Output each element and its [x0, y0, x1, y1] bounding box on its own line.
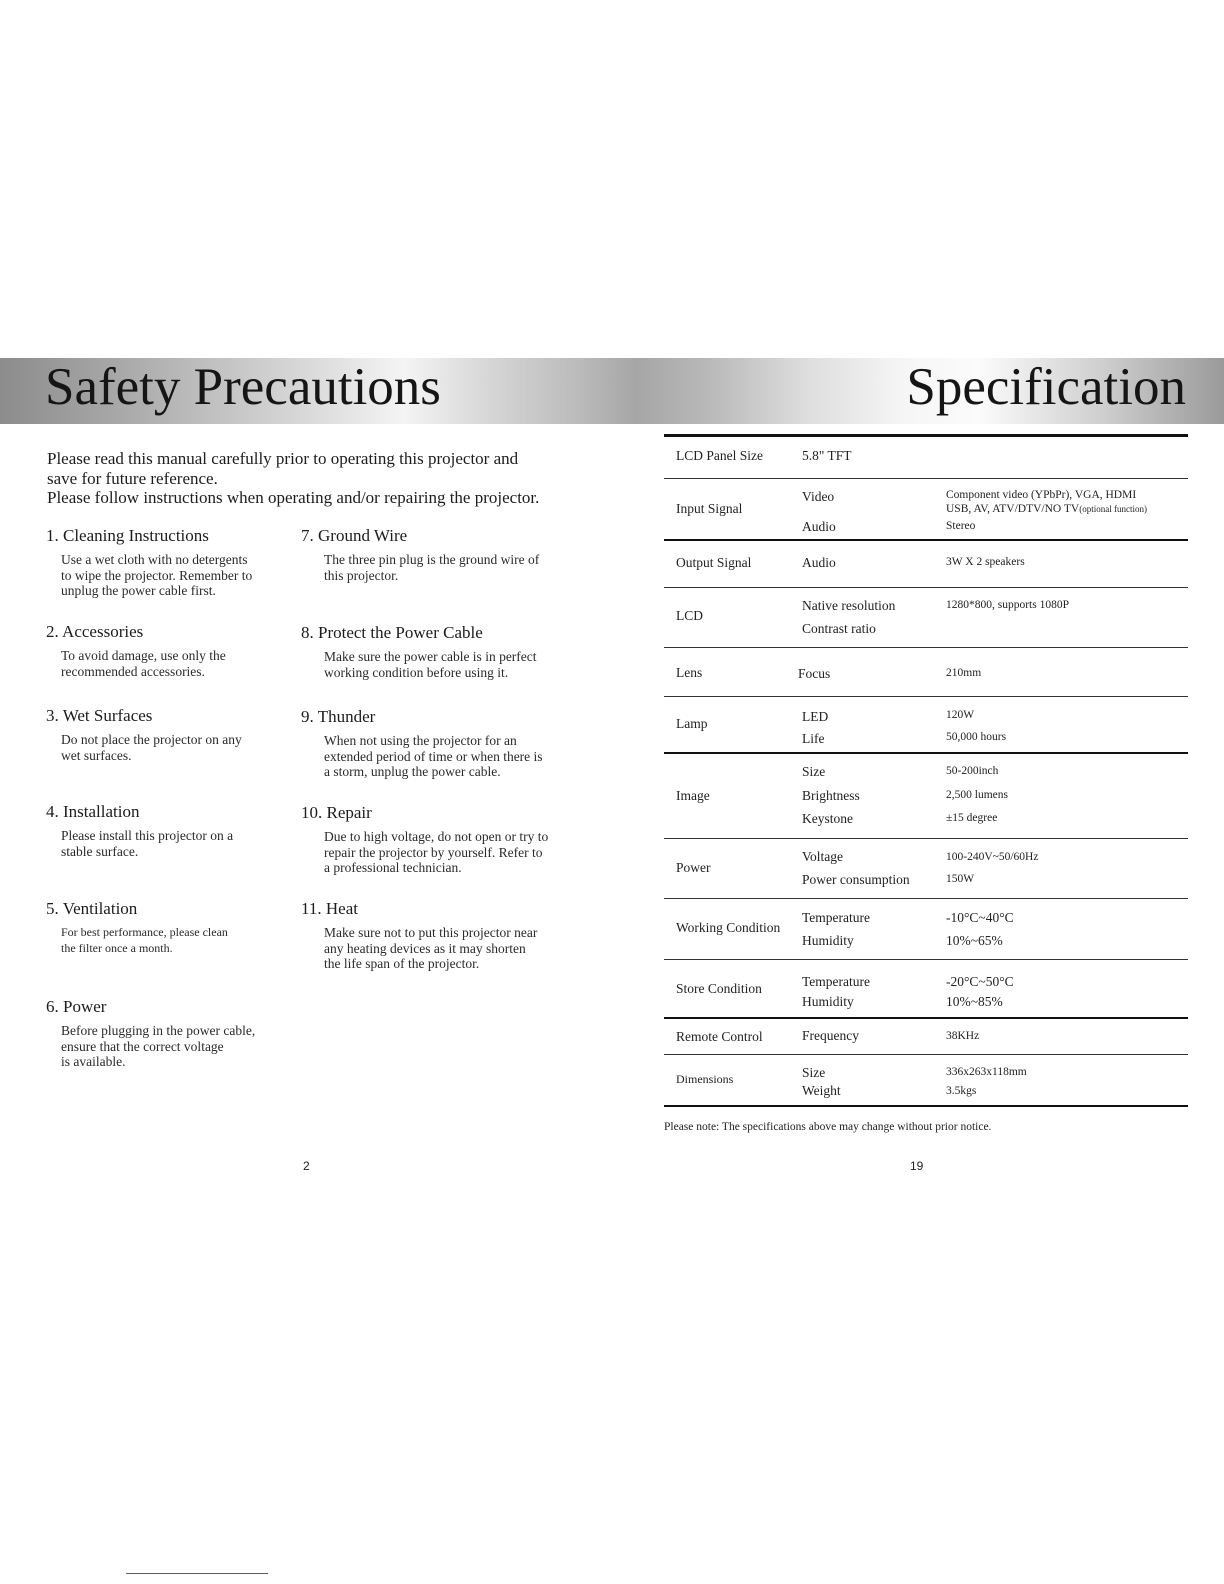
spec-row-remote-control — [664, 1019, 1188, 1055]
spec-row-input-signal — [664, 479, 1188, 541]
spec-row-working-condition — [664, 899, 1188, 960]
spec-value: 50-200inch — [946, 765, 999, 777]
spec-sub: Humidity — [802, 994, 854, 1009]
safety-item-title: 10. Repair — [301, 803, 372, 822]
spec-label: Working Condition — [676, 920, 781, 935]
spec-row-output-signal — [664, 541, 1188, 588]
spec-value: 5.8" TFT — [802, 448, 852, 463]
spec-row-power — [664, 839, 1188, 899]
intro-line: save for future reference. — [47, 468, 218, 488]
spec-value-line2 — [946, 503, 1147, 515]
spec-sub: Voltage — [802, 849, 843, 864]
safety-item-text: Please install this projector on a stable surface. — [61, 828, 234, 859]
safety-item-text: Make sure not to put this projector near any heating devices as it may shorten the life span of the projector. — [324, 925, 538, 971]
safety-item-accessories — [46, 622, 316, 679]
spec-sub: LED — [802, 709, 829, 724]
spec-note: Please note: The specifications above may change without prior notice. — [664, 1121, 992, 1133]
safety-item-text: To avoid damage, use only the recommended accessories. — [61, 648, 226, 679]
intro-line: Please read this manual carefully prior to operating this projector and — [47, 449, 519, 468]
spec-label: Lamp — [676, 716, 708, 731]
spec-sub: Weight — [802, 1083, 841, 1098]
safety-item-power-cable — [301, 623, 601, 680]
spec-value: -10°C~40°C — [946, 910, 1014, 925]
spec-value: 210mm — [946, 667, 982, 679]
safety-item-title: 5. Ventilation — [46, 899, 138, 918]
safety-item-title: 8. Protect the Power Cable — [301, 623, 483, 642]
intro-line: Please follow instructions when operating and/or repairing the projector. — [47, 488, 540, 507]
spec-value: 120W — [946, 709, 975, 721]
safety-item-title: 11. Heat — [301, 899, 358, 918]
spec-value: 3W X 2 speakers — [946, 556, 1025, 568]
safety-item-text: Before plugging in the power cable, ensure that the correct voltage is available. — [61, 1023, 256, 1069]
safety-item-title: 1. Cleaning Instructions — [46, 526, 209, 545]
specification-title: Specification — [906, 358, 1186, 416]
spec-label: LCD Panel Size — [676, 448, 763, 463]
spec-row-dimensions — [664, 1055, 1188, 1107]
spec-sub: Video — [802, 489, 835, 504]
spec-sub: Power consumption — [802, 872, 910, 887]
safety-item-text: When not using the projector for an extended period of time or when there is a storm, unplug the power cable. — [324, 733, 543, 779]
spec-label: Store Condition — [676, 981, 762, 996]
spec-label: Output Signal — [676, 555, 752, 570]
safety-item-text: Make sure the power cable is in perfect working condition before using it. — [324, 649, 537, 680]
page-number-right: 19 — [910, 1159, 924, 1173]
spec-sub: Size — [802, 1065, 826, 1080]
header-banner — [0, 358, 1224, 424]
spec-sub: Frequency — [802, 1028, 859, 1043]
safety-item-title: 3. Wet Surfaces — [46, 706, 153, 725]
spec-label: Input Signal — [676, 501, 743, 516]
spec-label: Power — [676, 860, 711, 875]
spec-value-note: (optional function) — [1079, 504, 1147, 514]
spec-value: USB, AV, ATV/DTV/NO TV — [946, 503, 1080, 515]
spec-value: 336x263x118mm — [946, 1066, 1027, 1078]
safety-item-text: Do not place the projector on any wet surfaces. — [61, 732, 242, 763]
spec-row-image — [664, 754, 1188, 839]
spec-label: LCD — [676, 608, 703, 623]
spec-label: Remote Control — [676, 1029, 763, 1044]
spec-value: 3.5kgs — [946, 1085, 977, 1097]
spec-sub: Temperature — [802, 910, 871, 925]
safety-item-text: For best performance, please clean the filter once a month. — [61, 925, 228, 955]
spec-sub: Contrast ratio — [802, 621, 876, 636]
safety-item-text: The three pin plug is the ground wire of this projector. — [324, 552, 540, 583]
safety-item-title: 6. Power — [46, 997, 107, 1016]
safety-item-heat — [301, 899, 601, 972]
spec-value: 10%~85% — [946, 994, 1003, 1009]
spec-sub: Audio — [802, 519, 836, 534]
safety-item-text: Use a wet cloth with no detergents to wipe the projector. Remember to unplug the power cable first. — [61, 552, 253, 598]
safety-precautions-title: Safety Precautions — [45, 358, 441, 416]
spec-row-lamp — [664, 697, 1188, 754]
safety-item-title: 2. Accessories — [46, 622, 144, 641]
spec-sub: Life — [802, 731, 825, 746]
safety-intro — [47, 449, 607, 508]
spec-row-lcd — [664, 588, 1188, 648]
spec-value: -20°C~50°C — [946, 974, 1014, 989]
spec-sub: Native resolution — [802, 598, 896, 613]
spec-row-lcd-panel-size — [664, 436, 1188, 479]
spec-label: Dimensions — [676, 1072, 734, 1086]
safety-item-wet-surfaces — [46, 706, 316, 763]
spec-value: 2,500 lumens — [946, 789, 1008, 801]
spec-value: 38KHz — [946, 1030, 980, 1042]
safety-item-title: 4. Installation — [46, 802, 140, 821]
spec-row-store-condition — [664, 960, 1188, 1019]
spec-value: 1280*800, supports 1080P — [946, 599, 1069, 611]
spec-table — [664, 436, 1188, 1107]
spec-value: Component video (YPbPr), VGA, HDMI — [946, 489, 1137, 501]
spec-value: 50,000 hours — [946, 731, 1007, 743]
spec-sub: Audio — [802, 555, 836, 570]
spec-value: 150W — [946, 873, 975, 885]
spec-value: Stereo — [946, 520, 976, 532]
safety-item-title: 9. Thunder — [301, 707, 376, 726]
safety-item-title: 7. Ground Wire — [301, 526, 408, 545]
safety-item-ground-wire — [301, 526, 601, 583]
safety-item-cleaning — [46, 526, 316, 599]
spec-sub: Keystone — [802, 811, 853, 826]
safety-item-ventilation — [46, 899, 316, 956]
spec-label: Lens — [676, 665, 703, 680]
spec-label: Image — [676, 788, 710, 803]
safety-item-installation — [46, 802, 316, 859]
spec-row-lens — [664, 648, 1188, 697]
spec-value: 100-240V~50/60Hz — [946, 851, 1039, 863]
spec-sub: Humidity — [802, 933, 854, 948]
spec-sub: Temperature — [802, 974, 871, 989]
spec-sub: Brightness — [802, 788, 860, 803]
safety-item-repair — [301, 803, 601, 876]
spec-value: 10%~65% — [946, 933, 1003, 948]
footer-rule — [126, 1573, 268, 1574]
page-number-left: 2 — [303, 1159, 310, 1173]
spec-sub: Focus — [798, 666, 831, 681]
safety-item-thunder — [301, 707, 601, 780]
spec-value: ±15 degree — [946, 812, 998, 824]
spec-sub: Size — [802, 764, 826, 779]
safety-item-power — [46, 997, 316, 1070]
safety-item-text: Due to high voltage, do not open or try to repair the projector by yourself. Refer to a professional technician. — [324, 829, 549, 875]
